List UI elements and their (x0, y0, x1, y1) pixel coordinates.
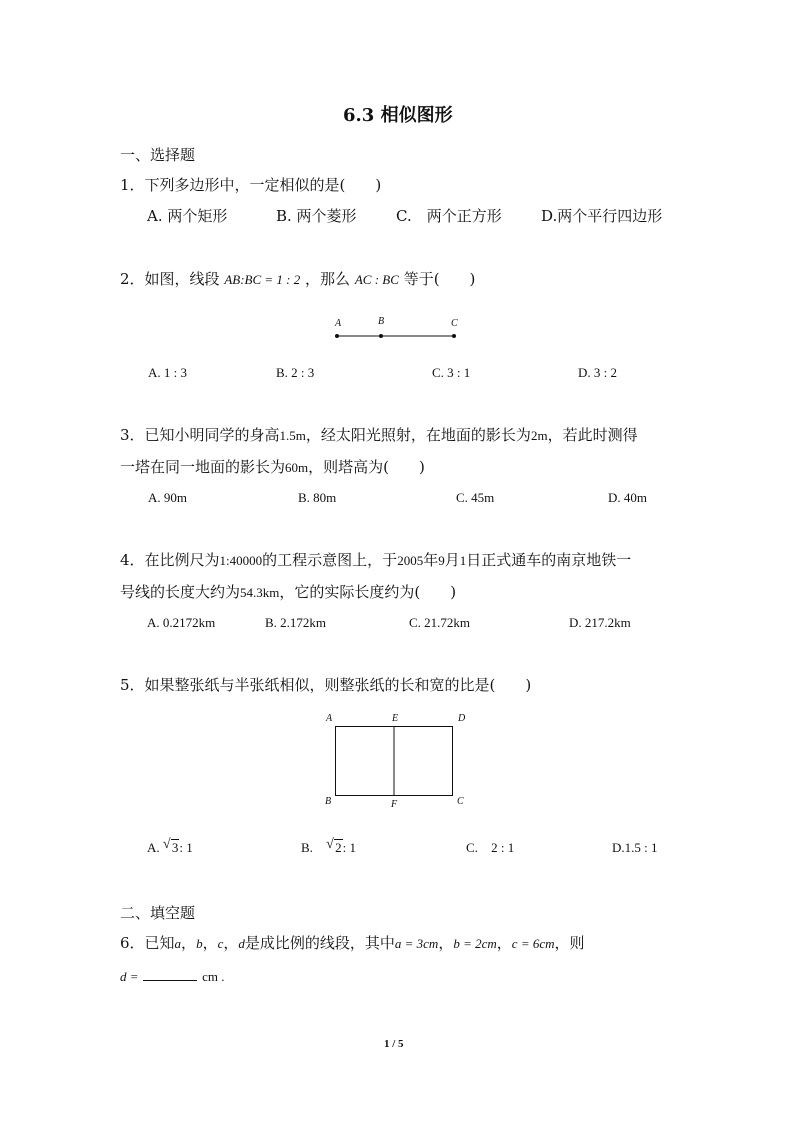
q5-label-b: B (325, 796, 332, 807)
q3-shadow-tower: 60m (285, 460, 309, 475)
q5-option-c (466, 838, 514, 858)
q5-label-c: C (457, 796, 464, 807)
q3-text-3: ，若此时测得 (547, 426, 638, 444)
q6-line1 (120, 933, 585, 954)
q4-option-a: A. 0.2172km (147, 615, 216, 630)
q5-option-d-rest: 1.5 : 1 (624, 840, 658, 855)
q2-label-a: A (335, 318, 342, 329)
section-heading-choice: 一、选择题 (120, 146, 196, 164)
q4-text-2: 的工程示意图上，于 (262, 551, 398, 569)
page-title: 6.3 相似图形 (343, 105, 453, 126)
q2-ratio-asked: AC : BC (354, 272, 399, 287)
q6-value-c: c = 6cm (511, 936, 555, 951)
q5-option-d (612, 838, 658, 858)
q1-option-d: D.两个平行四边形 (541, 207, 663, 225)
q6-text-2: 是成比例的线段，其中 (244, 934, 395, 952)
point-b (379, 334, 383, 338)
q4-text-4: 月 (444, 551, 460, 569)
q2-stem-b: ，那么 (305, 270, 351, 288)
q5-stem: 5．如果整张纸与半张纸相似，则整张纸的长和宽的比是( ) (120, 676, 532, 694)
q6-var-d: d (238, 936, 245, 951)
q6-sep: ， (202, 934, 218, 952)
q6-text-3: ，则 (554, 934, 585, 952)
q4-scale: 1:40000 (219, 553, 263, 568)
radical-sign-icon: √ (326, 837, 334, 852)
q6-sep: ， (438, 934, 454, 952)
q5-option-b-rest: : 1 (342, 840, 357, 855)
q3-text-5: ，则塔高为( ) (308, 458, 425, 476)
q6-var-c: c (217, 936, 224, 951)
point-a (335, 334, 339, 338)
q4-day: 1 (459, 553, 467, 568)
q5-option-a (147, 838, 193, 858)
q1-stem: 1．下列多边形中，一定相似的是( ) (120, 176, 382, 194)
q6-line2 (120, 966, 224, 987)
q1-option-a: A. 两个矩形 (147, 207, 228, 225)
q4-text-6: 号线的长度大约为 (120, 583, 241, 601)
q5-option-c-letter: C. (466, 840, 478, 855)
q4-year: 2005 (397, 553, 424, 568)
q3-line1 (120, 425, 638, 446)
q5-label-e: E (392, 713, 399, 724)
q3-text-2: ，经太阳光照射，在地面的影长为 (305, 426, 531, 444)
q4-text-1: 4．在比例尺为 (120, 551, 220, 569)
q3-option-b: B. 80m (298, 490, 337, 505)
q5-option-b-radicand: 2 (335, 840, 342, 855)
q5-label-d: D (458, 713, 466, 724)
q6-var-b: b (196, 936, 203, 951)
q2-option-c: C. 3 : 1 (432, 365, 471, 380)
q2-option-d: D. 3 : 2 (578, 365, 617, 380)
q2-label-b: B (378, 316, 385, 327)
sqrt-symbol (326, 838, 343, 858)
q5-option-d-letter: D. (612, 840, 625, 855)
q2-option-b: B. 2 : 3 (276, 365, 315, 380)
q3-option-a: A. 90m (148, 490, 187, 505)
radical-sign-icon: √ (162, 837, 171, 852)
q5-rectangle-figure (334, 725, 456, 798)
q3-height: 1.5m (279, 428, 306, 443)
q5-label-f: F (391, 799, 398, 810)
q2-stem-a: 2．如图，线段 (120, 270, 220, 288)
answer-blank[interactable] (143, 966, 197, 981)
q2-stem-c: 等于( ) (403, 270, 476, 288)
q4-option-d: D. 217.2km (569, 615, 631, 630)
q5-option-b-letter: B. (301, 840, 313, 855)
q1-option-b: B. 两个菱形 (276, 207, 357, 225)
q5-option-a-radicand: 3 (171, 840, 179, 855)
section-heading-fill: 二、填空题 (120, 904, 196, 922)
q3-option-d: D. 40m (608, 490, 647, 505)
q6-unit: cm . (202, 969, 225, 984)
q6-value-a: a = 3cm (394, 936, 439, 951)
q2-segment-figure (330, 330, 460, 344)
q4-option-c: C. 21.72km (409, 615, 471, 630)
page-number: 1 / 5 (384, 1038, 404, 1050)
q5-option-a-letter: A. (147, 840, 160, 855)
q2-option-a: A. 1 : 3 (148, 365, 187, 380)
point-c (452, 334, 456, 338)
q4-line2 (120, 582, 456, 603)
q4-month: 9 (438, 553, 445, 568)
q5-label-a: A (326, 713, 333, 724)
q6-text-1: 6．已知 (120, 934, 175, 952)
q4-text-3: 年 (423, 551, 439, 569)
q5-option-a-rest: : 1 (179, 840, 193, 855)
q2-label-c: C (451, 318, 458, 329)
q4-text-5: 日正式通车的南京地铁一 (466, 551, 632, 569)
sqrt-symbol (163, 838, 180, 858)
q5-option-c-rest: 2 : 1 (491, 840, 515, 855)
q3-text-1: 3．已知小明同学的身高 (120, 426, 280, 444)
q4-length: 54.3km (240, 585, 280, 600)
q5-option-b (301, 838, 356, 858)
q3-shadow-person: 2m (530, 428, 548, 443)
q4-line1 (120, 550, 631, 571)
q3-text-4: 一塔在同一地面的影长为 (120, 458, 286, 476)
q4-text-7: ，它的实际长度约为( ) (279, 583, 457, 601)
q2-stem (120, 269, 475, 290)
q6-sep: ， (223, 934, 239, 952)
q6-sep: ， (181, 934, 197, 952)
q6-sep: ， (496, 934, 512, 952)
q6-var-a: a (174, 936, 182, 951)
q1-option-c: C. 两个正方形 (396, 207, 502, 225)
q3-option-c: C. 45m (456, 490, 495, 505)
q6-d-equals: d = (120, 969, 139, 984)
q3-line2 (120, 457, 425, 478)
q4-option-b: B. 2.172km (265, 615, 327, 630)
q6-value-b: b = 2cm (453, 936, 497, 951)
q2-ratio-given: AB:BC = 1 : 2 (224, 272, 301, 287)
